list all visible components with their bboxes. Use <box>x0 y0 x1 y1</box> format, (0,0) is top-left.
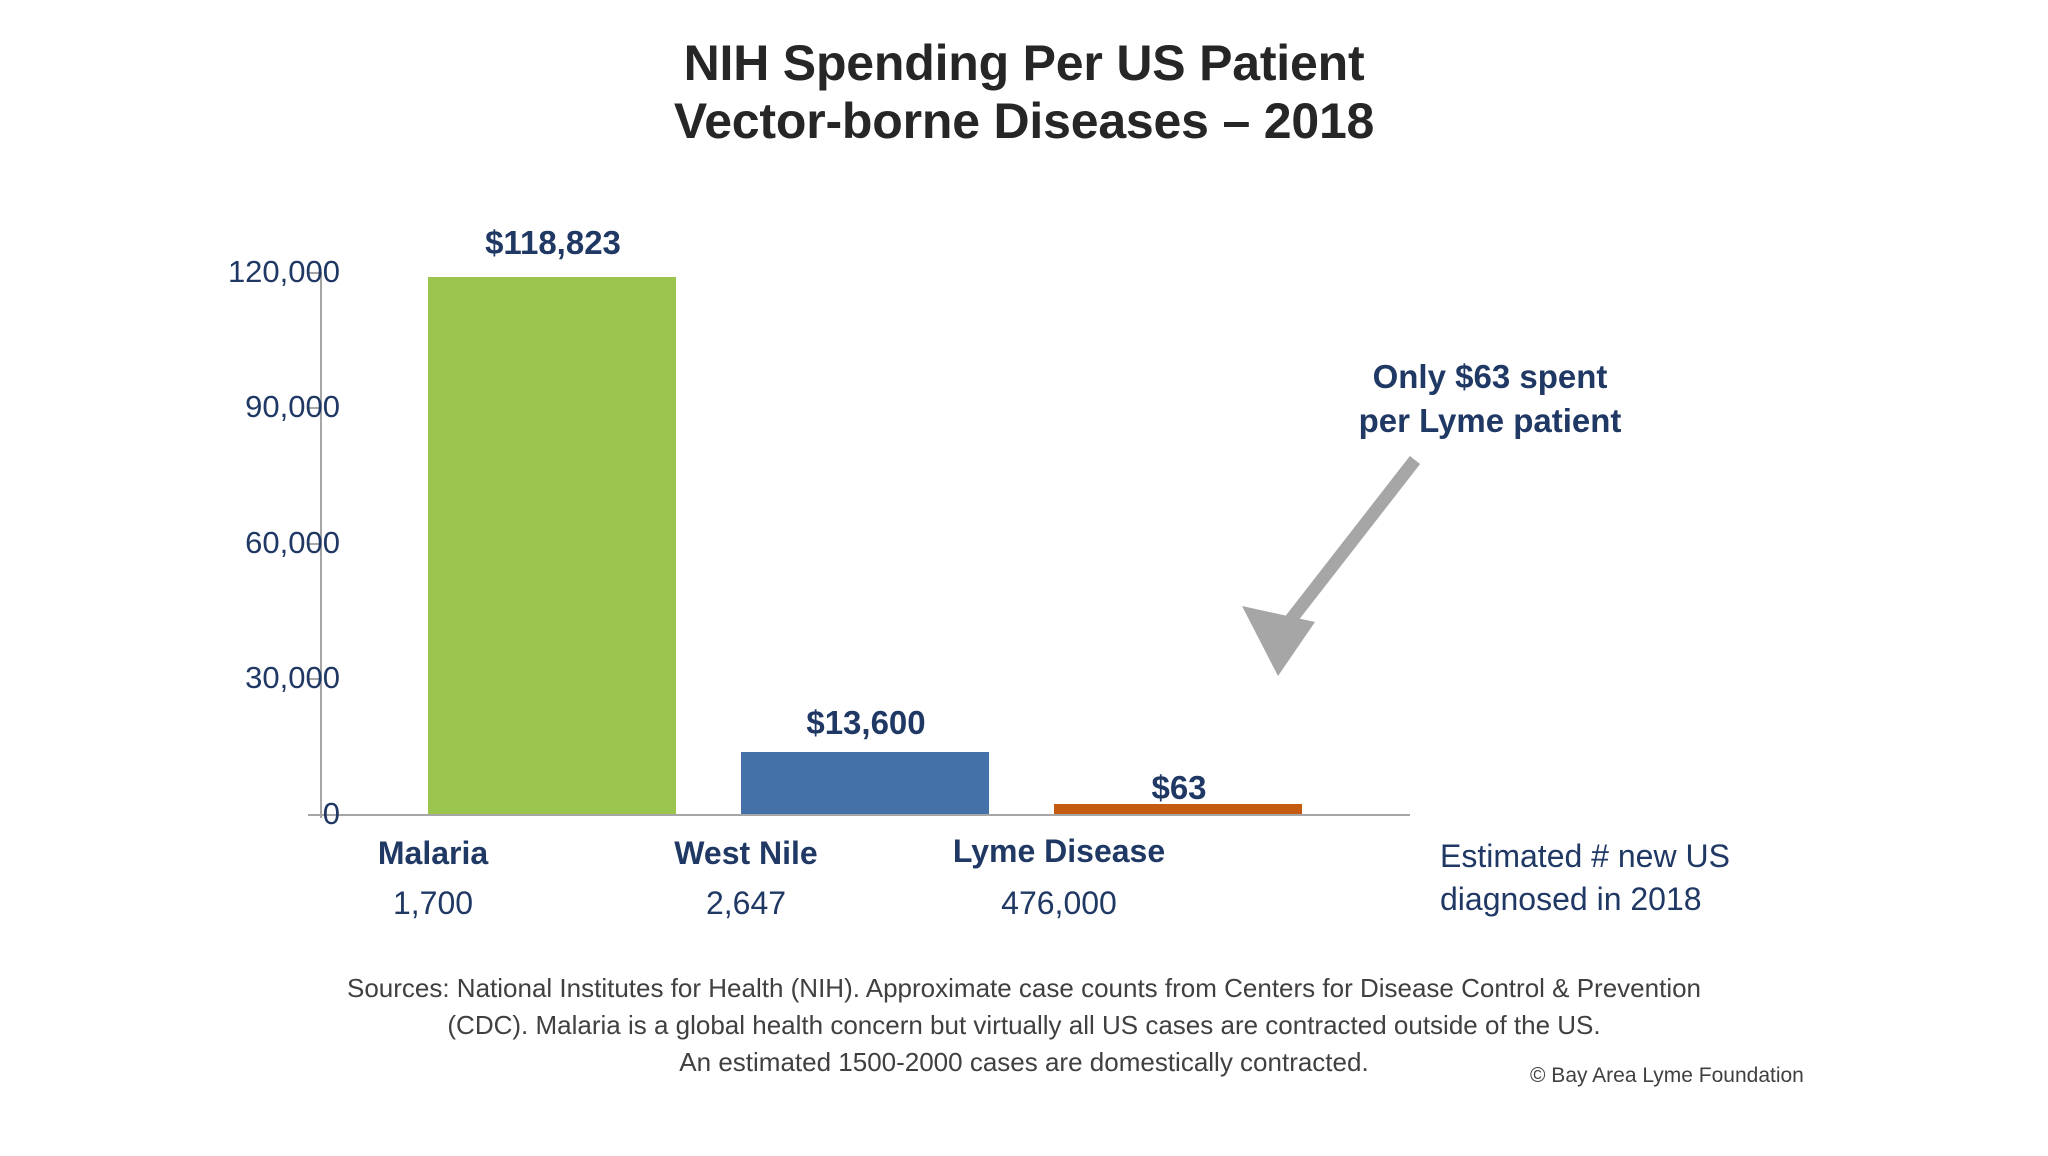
bar-malaria[interactable] <box>428 277 676 814</box>
category-count-lyme-disease: 476,000 <box>1001 885 1117 921</box>
bar-west-nile[interactable] <box>741 752 989 814</box>
footer-line-3: An estimated 1500-2000 cases are domestically contracted. <box>679 1046 1369 1077</box>
chart-title <box>0 34 2048 150</box>
category-count-malaria: 1,700 <box>392 885 474 921</box>
y-tick-label-90000: 90,000 <box>245 389 340 424</box>
side-note-line-2: diagnosed in 2018 <box>1440 881 1702 918</box>
annotation-line-2: per Lyme patient <box>1358 401 1622 439</box>
y-tick-label-30000: 30,000 <box>245 660 340 695</box>
category-count-west-nile: 2,647 <box>705 885 787 921</box>
copyright-notice: © Bay Area Lyme Foundation <box>1530 1064 1804 1087</box>
bar-value-west-nile: $13,600 <box>806 704 926 741</box>
annotation-arrow-icon <box>1180 440 1440 730</box>
side-note <box>1440 835 1820 921</box>
y-tick-label-0: 0 <box>322 796 340 831</box>
category-label-malaria: Malaria <box>377 835 489 871</box>
category-label-west-nile: West Nile <box>674 835 818 871</box>
chart-title-line-2: Vector-borne Diseases – 2018 <box>673 93 1375 149</box>
annotation-line-1: Only $63 spent <box>1372 358 1608 395</box>
y-tick-label-120000: 120,000 <box>227 254 340 289</box>
bar-value-lyme-disease: $63 <box>1151 769 1207 806</box>
category-label-lyme-disease: Lyme Disease <box>952 833 1166 869</box>
x-axis-line <box>320 814 1410 816</box>
chart-title-line-1: NIH Spending Per US Patient <box>683 35 1365 91</box>
bar-value-malaria: $118,823 <box>485 224 621 261</box>
footer-line-2: (CDC). Malaria is a global health concern but virtually all US cases are contracted outside of the US. <box>447 1009 1601 1040</box>
side-note-line-1: Estimated # new US <box>1440 838 1730 874</box>
footer-line-1: Sources: National Institutes for Health (NIH). Approximate case counts from Centers for Disease Control & Prevention <box>346 973 1702 1003</box>
y-tick-label-60000: 60,000 <box>245 525 340 560</box>
annotation-callout <box>1290 355 1690 442</box>
